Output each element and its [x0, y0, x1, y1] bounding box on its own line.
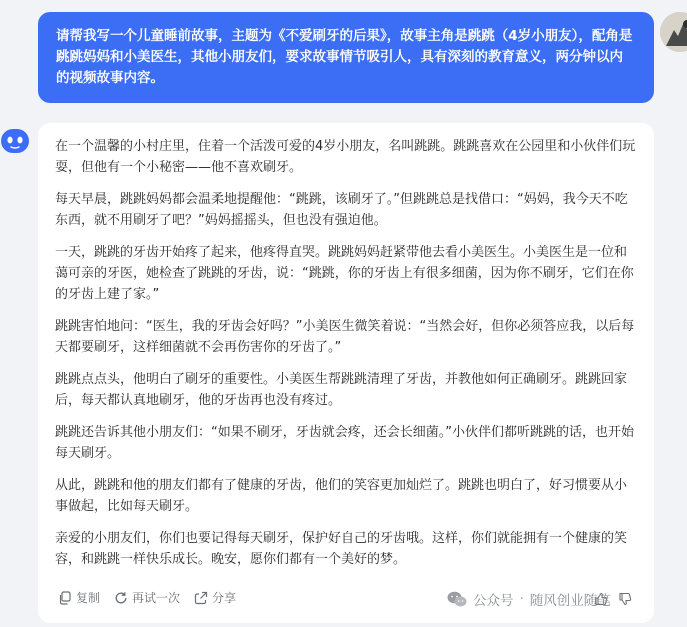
story-paragraph-5: 跳跳点点头，他明白了刷牙的重要性。小美医生帮跳跳清理了牙齿，并教他如何正确刷牙。跳跳回家后，每天都认真地刷牙，他的牙齿再也没有疼过。	[55, 372, 628, 408]
wechat-icon	[447, 591, 467, 608]
share-label: 分享	[212, 591, 237, 605]
assistant-avatar	[0, 126, 30, 156]
share-button[interactable]	[194, 589, 236, 606]
story-paragraph-4: 跳跳害怕地问：“医生，我的牙齿会好吗？”小美医生微笑着说：“当然会好，但你必须答应我，以后每天都要刷牙，这样细菌就不会再伤害你的牙齿了。”	[55, 319, 635, 355]
thumb-down-icon[interactable]	[618, 592, 632, 606]
message-actions	[58, 589, 236, 606]
wechat-watermark	[447, 589, 611, 609]
assistant-message-card	[38, 123, 654, 623]
refresh-icon	[114, 591, 128, 605]
story-paragraph-1: 在一个温馨的小村庄里，住着一个活泼可爱的4岁小朋友，名叫跳跳。跳跳喜欢在公园里和小伙伴们玩耍，但他有一个小秘密——他不喜欢刷牙。	[55, 139, 636, 175]
watermark-platform: 公众号	[473, 593, 514, 609]
watermark-separator: ·	[519, 591, 524, 607]
story-paragraph-2: 每天早晨，跳跳妈妈都会温柔地提醒他：“跳跳，该刷牙了。”但跳跳总是找借口：“妈妈，我今天不吃东西，就不用刷牙了吧？”妈妈摇摇头，但也没有强迫他。	[55, 192, 628, 228]
user-avatar-image	[660, 12, 687, 52]
story-paragraph-6: 跳跳还告诉其他小朋友们：“如果不刷牙，牙齿就会疼，还会长细菌。”小伙伴们都听跳跳的话，也开始每天刷牙。	[55, 425, 634, 461]
user-avatar[interactable]	[660, 12, 687, 52]
story-paragraph-7: 从此，跳跳和他的朋友们都有了健康的牙齿，他们的笑容更加灿烂了。跳跳也明白了，好习惯要从小事做起，比如每天刷牙。	[55, 478, 628, 514]
copy-button[interactable]	[58, 589, 100, 606]
user-message-text: 请帮我写一个儿童睡前故事，主题为《不爱刷牙的后果》，故事主角是跳跳（4岁小朋友），配角是跳跳妈妈和小美医生，其他小朋友们，要求故事情节吸引人，具有深刻的教育意义，两分钟以内的视频故事内容。	[56, 28, 633, 86]
copy-label: 复制	[76, 591, 101, 605]
regenerate-label: 再试一次	[132, 591, 181, 605]
regenerate-button[interactable]	[114, 589, 180, 606]
user-message-bubble	[38, 12, 654, 103]
share-icon	[194, 591, 208, 605]
copy-icon	[58, 591, 72, 605]
story-paragraph-8: 亲爱的小朋友们，你们也要记得每天刷牙，保护好自己的牙齿哦。这样，你们就能拥有一个健康的笑容，和跳跳一样快乐成长。晚安，愿你们都有一个美好的梦。	[55, 531, 628, 567]
robot-icon	[0, 126, 30, 156]
story-paragraph-3: 一天，跳跳的牙齿开始疼了起来，他疼得直哭。跳跳妈妈赶紧带他去看小美医生。小美医生是一位和蔼可亲的牙医，她检查了跳跳的牙齿，说：“跳跳，你的牙齿上有很多细菌，因为你不刷牙，它们在你的牙齿上建了家。”	[55, 245, 634, 302]
watermark-account: 随风创业随笔	[529, 593, 611, 609]
